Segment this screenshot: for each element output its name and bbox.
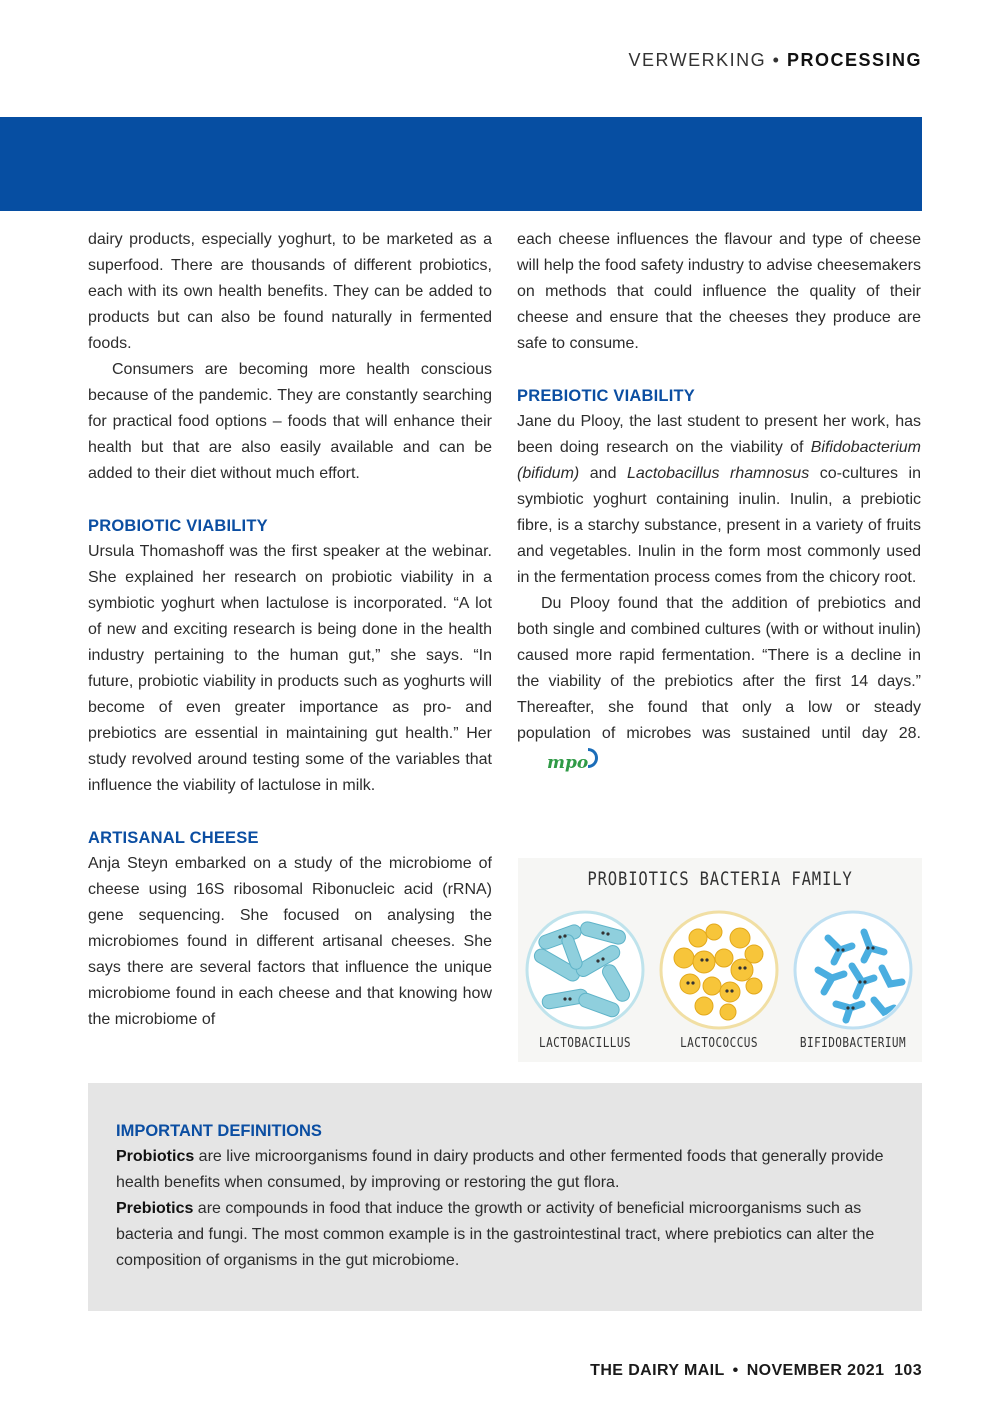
mpo-logo [523,750,596,776]
left-paragraph-1: dairy products, especially yoghurt, to be marketed as a superfood. There are thousands of different probiotics, each with its own health benefits. They can be added to products but can also be found naturally in fermented foods. [88,231,492,352]
prebiotic-viability-heading: PREBIOTIC VIABILITY [517,387,695,405]
probiotics-term: Probiotics [116,1148,195,1165]
artisanal-cheese-heading: ARTISANAL CHEESE [88,829,259,847]
publication-name: THE DAIRY MAIL [590,1362,725,1379]
prebiotic-viability-text [517,409,921,591]
bifidobacterium-label: BIFIDOBACTERIUM [799,1036,907,1051]
bifidobacterium-circle [795,912,911,1028]
issue-date: NOVEMBER 2021 [746,1362,885,1379]
right-paragraph-3 [517,591,921,776]
bacteria-family-illustration [518,858,922,1062]
section-separator: • [772,50,781,70]
probiotic-viability-text: Ursula Thomashoff was the first speaker at the webinar. She explained her research on probiotic viability in a symbiotic yoghurt when lactulose is incorporated. “A lot of new and exciting research is being done in the health industry pertaining to the human gut,” she says. “In future, probiotic viability in products such as yoghurts will become of even greater importance as pro- and prebiotics are essential in maintaining gut health.” Her study revolved around testing some of the variables that influence the viability of lactulose in milk. [88,543,492,794]
mpo-logo-text: mpo [547,753,589,773]
bifidobacterium-term: Bifidobacterium (bifidum) [517,439,921,482]
prebiotic-text-part-b: and [579,465,628,482]
page-footer [590,1362,922,1380]
right-paragraph-3-text: Du Plooy found that the addition of prebiotics and both single and combined cultures (with or without inulin) caused more rapid fermentation. “There is a decline in the viability of the prebiotics after the first 14 days.” Thereafter, she found that only a low or steady population of microbes was sustained until day 28. [517,595,921,742]
lactococcus-label: LACTOCOCCUS [680,1036,758,1051]
probiotics-definition-text: are live microorganisms found in dairy products and other fermented foods that generally provide health benefits when consumed, by improving or restoring the gut flora. [116,1148,884,1191]
page-number: 103 [894,1362,922,1379]
probiotic-viability-heading: PROBIOTIC VIABILITY [88,517,268,535]
lactobacillus-circle [527,912,643,1028]
bacteria-circles-graphic [518,858,922,1062]
artisanal-cheese-text: Anja Steyn embarked on a study of the microbiome of cheese using 16S ribosomal Ribonucleic acid (rRNA) gene sequencing. She focused on analysing the microbiomes found in different artisanal cheeses. She says there are several factors that influence the unique microbiome found in each cheese and that knowing how the microbiome of [88,855,492,1028]
illustration-title: PROBIOTICS BACTERIA FAMILY [587,868,853,890]
probiotics-definition [116,1144,902,1196]
left-column [88,227,492,1033]
left-paragraph-2: Consumers are becoming more health conscious because of the pandemic. They are constantly searching for practical food options – foods that will enhance their health but that are also easily available and can be added to their diet without much effort. [88,361,492,482]
definitions-heading: IMPORTANT DEFINITIONS [116,1122,322,1140]
right-paragraph-1: each cheese influences the flavour and type of cheese will help the food safety industry to advise cheesemakers on methods that could influence the quality of their cheese and ensure that the cheeses they produce are safe to consume. [517,231,921,352]
lactobacillus-term: Lactobacillus rhamnosus [627,465,810,482]
important-definitions-box [88,1083,922,1311]
prebiotics-definition [116,1196,902,1274]
prebiotic-text-part-a: Jane du Plooy, the last student to present her work, has been doing research on the viability of [517,413,921,456]
section-label-bold: PROCESSING [786,50,922,70]
prebiotics-definition-text: are compounds in food that induce the growth or activity of beneficial microorganisms such as bacteria and fungi. The most common example is in the gastrointestinal tract, where prebiotics can alter the composition of organisms in the gut microbiome. [116,1200,875,1269]
footer-separator: • [732,1362,739,1379]
prebiotics-term: Prebiotics [116,1200,194,1217]
right-column [517,227,921,776]
lactobacillus-label: LACTOBACILLUS [538,1036,632,1051]
lactococcus-circle [661,912,777,1028]
prebiotic-text-part-c: co-cultures in symbiotic yoghurt containing inulin. Inulin, a prebiotic fibre, is a starchy substance, present in a variety of fruits and vegetables. Inulin in the form most commonly used in the fermentation process comes from the chicory root. [517,465,922,586]
header-banner [0,117,922,211]
section-header [628,50,922,71]
section-label-light: VERWERKING [628,50,767,70]
